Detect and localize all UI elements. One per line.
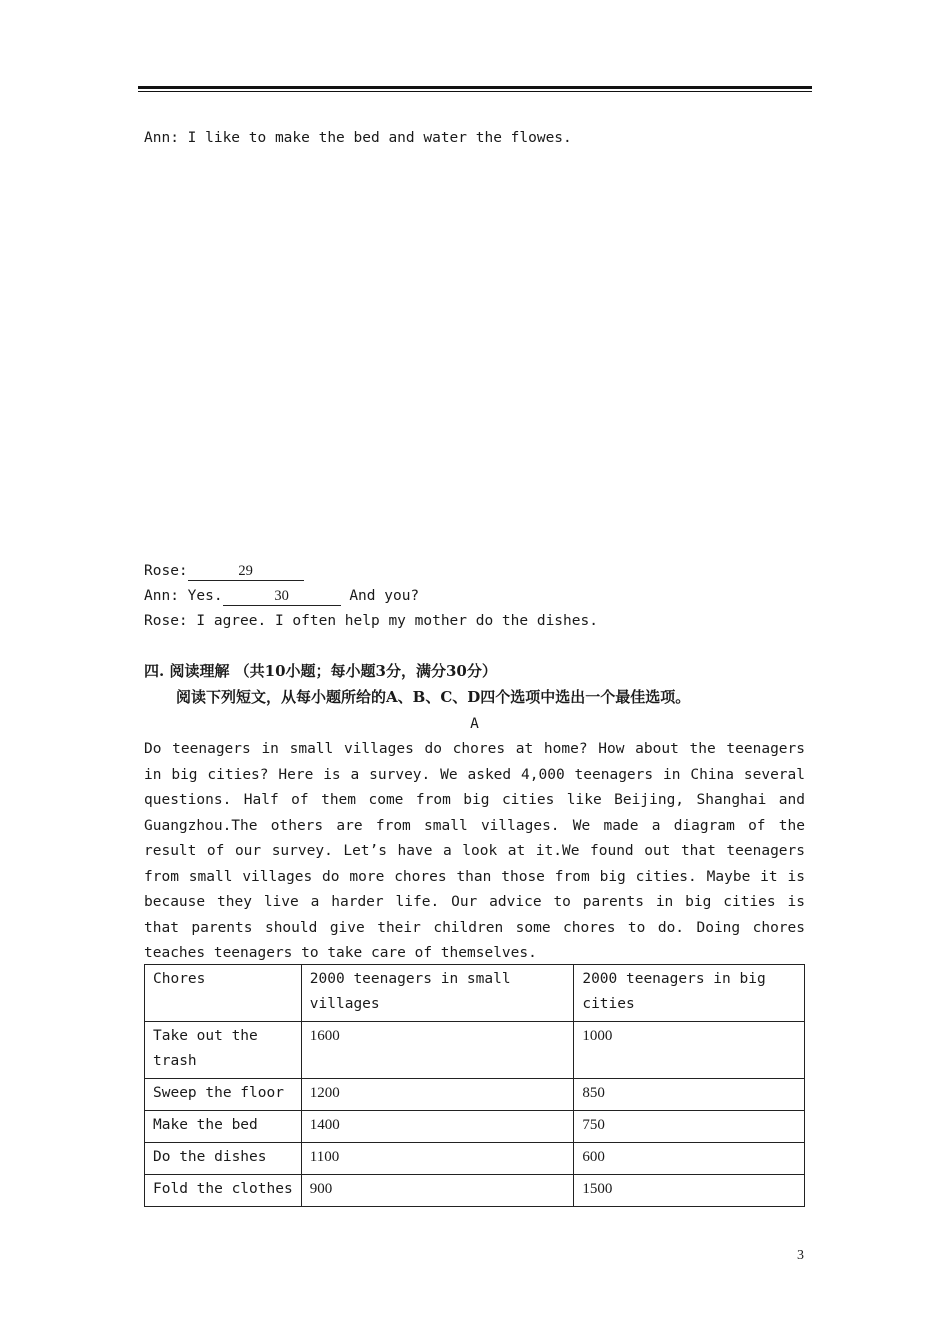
chore-cell: Make the bed bbox=[145, 1111, 302, 1143]
dialogue-text: Yes. bbox=[187, 588, 223, 604]
section-title: 四. 阅读理解 （共10小题；每小题3分，满分30分） bbox=[144, 662, 497, 680]
dialogue-line-rose-2 bbox=[144, 611, 598, 631]
speaker-label: Rose: bbox=[144, 613, 188, 629]
section-instruction: 阅读下列短文，从每小题所给的A、B、C、D四个选项中选出一个最佳选项。 bbox=[176, 688, 691, 706]
table-row bbox=[145, 1079, 805, 1111]
city-count-cell: 1000 bbox=[574, 1022, 805, 1079]
chore-cell: Sweep the floor bbox=[145, 1079, 302, 1111]
dialogue-text: And you? bbox=[349, 588, 420, 604]
passage-text: Do teenagers in small villages do chores at home? How about the teenagers in big cities? Here is a survey. We asked 4,000 teenagers in China several questions. Half of them come from big cities like Beijing, Shanghai and Guangzhou.The others are from small villages. We made a diagram of the result of our survey. Let’s have a look at it.We found out that teenagers from small villages do more chores than those from big cities. Maybe it is because they live a harder life. Our advice to parents in big cities is that parents should give their children some chores to do. Doing chores teaches teenagers to take care of themselves. bbox=[144, 741, 805, 961]
chores-table bbox=[144, 964, 805, 1207]
passage-label: A bbox=[470, 716, 479, 732]
answer-blank-30[interactable]: 30 bbox=[223, 587, 341, 606]
city-count-cell: 750 bbox=[574, 1111, 805, 1143]
city-count-cell: 600 bbox=[574, 1143, 805, 1175]
page-number: 3 bbox=[797, 1248, 804, 1263]
village-count-cell: 900 bbox=[301, 1175, 574, 1207]
chore-cell: Do the dishes bbox=[145, 1143, 302, 1175]
village-count-cell: 1100 bbox=[301, 1143, 574, 1175]
table-header-cell: 2000 teenagers in small villages bbox=[301, 965, 574, 1022]
village-count-cell: 1200 bbox=[301, 1079, 574, 1111]
city-count-cell: 1500 bbox=[574, 1175, 805, 1207]
table-row bbox=[145, 1143, 805, 1175]
table-header-cell: 2000 teenagers in big cities bbox=[574, 965, 805, 1022]
dialogue-line-rose-29 bbox=[144, 561, 304, 581]
table-row bbox=[145, 1175, 805, 1207]
speaker-label: Ann: bbox=[144, 588, 179, 604]
dialogue-text: I agree. I often help my mother do the dishes. bbox=[196, 613, 598, 629]
chore-cell: Take out the trash bbox=[145, 1022, 302, 1079]
village-count-cell: 1600 bbox=[301, 1022, 574, 1079]
speaker-label: Rose: bbox=[144, 563, 188, 579]
dialogue-line-ann-30 bbox=[144, 586, 419, 606]
header-rule bbox=[138, 86, 812, 92]
answer-blank-29[interactable]: 29 bbox=[188, 562, 304, 581]
speaker-label: Ann: bbox=[144, 130, 179, 146]
village-count-cell: 1400 bbox=[301, 1111, 574, 1143]
table-header-row bbox=[145, 965, 805, 1022]
table-header-cell: Chores bbox=[145, 965, 302, 1022]
chore-cell: Fold the clothes bbox=[145, 1175, 302, 1207]
dialogue-text: I like to make the bed and water the flowes. bbox=[187, 130, 572, 146]
table-row bbox=[145, 1022, 805, 1079]
city-count-cell: 850 bbox=[574, 1079, 805, 1111]
dialogue-line-ann-1 bbox=[144, 128, 572, 148]
table-row bbox=[145, 1111, 805, 1143]
